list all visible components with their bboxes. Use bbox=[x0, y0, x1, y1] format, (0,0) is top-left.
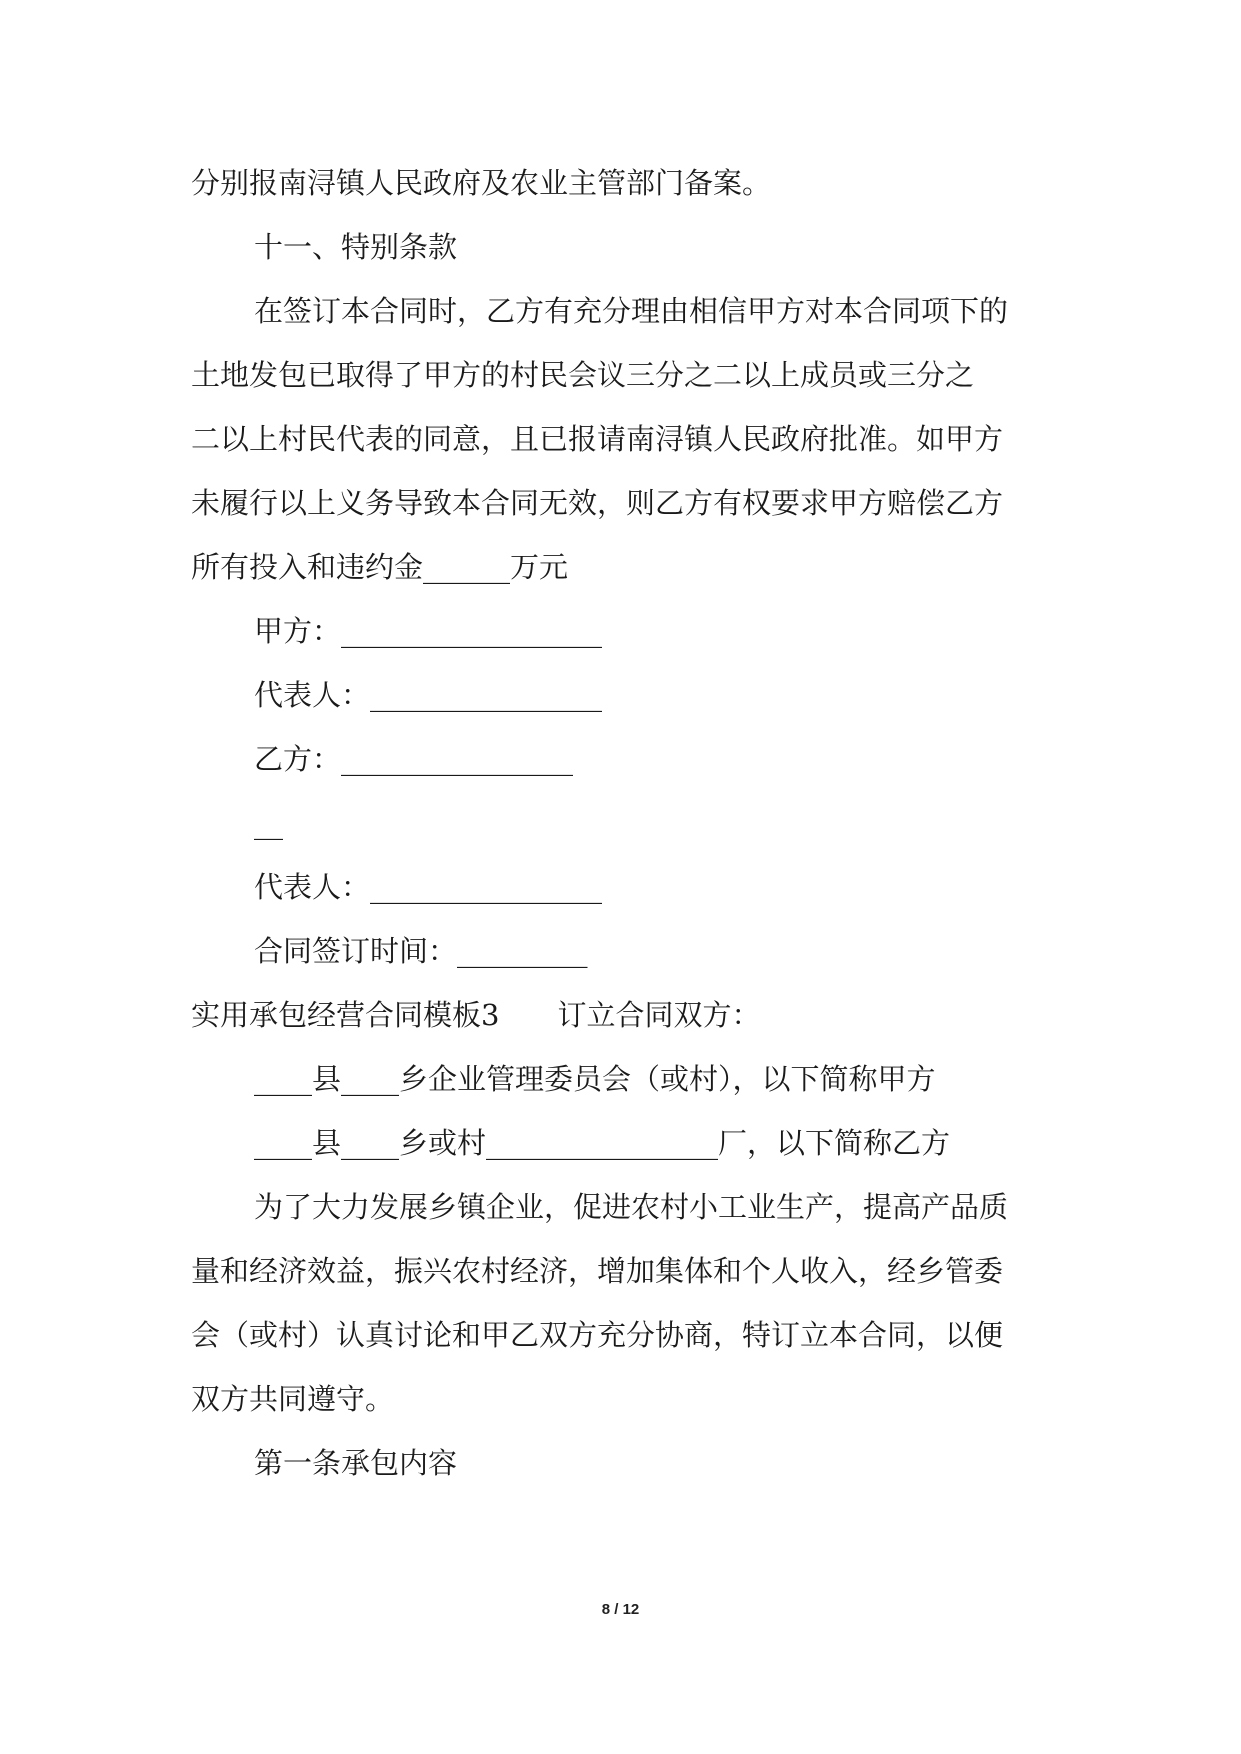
page-number: 8 / 12 bbox=[601, 1601, 640, 1618]
article-heading: 第一条承包内容 bbox=[254, 1446, 458, 1480]
body-line: 在签订本合同时，乙方有充分理由相信甲方对本合同项下的 bbox=[254, 294, 1009, 328]
signature-party-a: 甲方：__________________ bbox=[254, 614, 603, 648]
template-heading: 实用承包经营合同模板3 订立合同双方： bbox=[191, 998, 761, 1032]
section-heading: 十一、特别条款 bbox=[254, 230, 458, 264]
signature-party-b: 乙方：________________ bbox=[254, 742, 574, 776]
party-a-definition: ____县____乡企业管理委员会（或村），以下简称甲方 bbox=[254, 1062, 936, 1096]
body-line: 土地发包已取得了甲方的村民会议三分之二以上成员或三分之 bbox=[191, 358, 975, 392]
party-b-definition: ____县____乡或村________________厂，以下简称乙方 bbox=[254, 1126, 951, 1160]
body-line: 所有投入和违约金______万元 bbox=[191, 550, 569, 584]
body-line: 二以上村民代表的同意，且已报请南浔镇人民政府批准。如甲方 bbox=[191, 422, 1004, 456]
blank-line: __ bbox=[254, 806, 283, 840]
signature-representative-b: 代表人：________________ bbox=[254, 870, 603, 904]
body-line: 分别报南浔镇人民政府及农业主管部门备案。 bbox=[191, 166, 772, 200]
body-line: 为了大力发展乡镇企业，促进农村小工业生产，提高产品质 bbox=[254, 1190, 1009, 1224]
body-line: 未履行以上义务导致本合同无效，则乙方有权要求甲方赔偿乙方 bbox=[191, 486, 1004, 520]
body-line: 量和经济效益，振兴农村经济，增加集体和个人收入，经乡管委 bbox=[191, 1254, 1004, 1288]
body-line: 双方共同遵守。 bbox=[191, 1382, 395, 1416]
body-line: 会（或村）认真讨论和甲乙双方充分协商，特订立本合同，以便 bbox=[191, 1318, 1004, 1352]
signing-date: 合同签订时间：_________ bbox=[254, 934, 588, 968]
signature-representative-a: 代表人：________________ bbox=[254, 678, 603, 712]
